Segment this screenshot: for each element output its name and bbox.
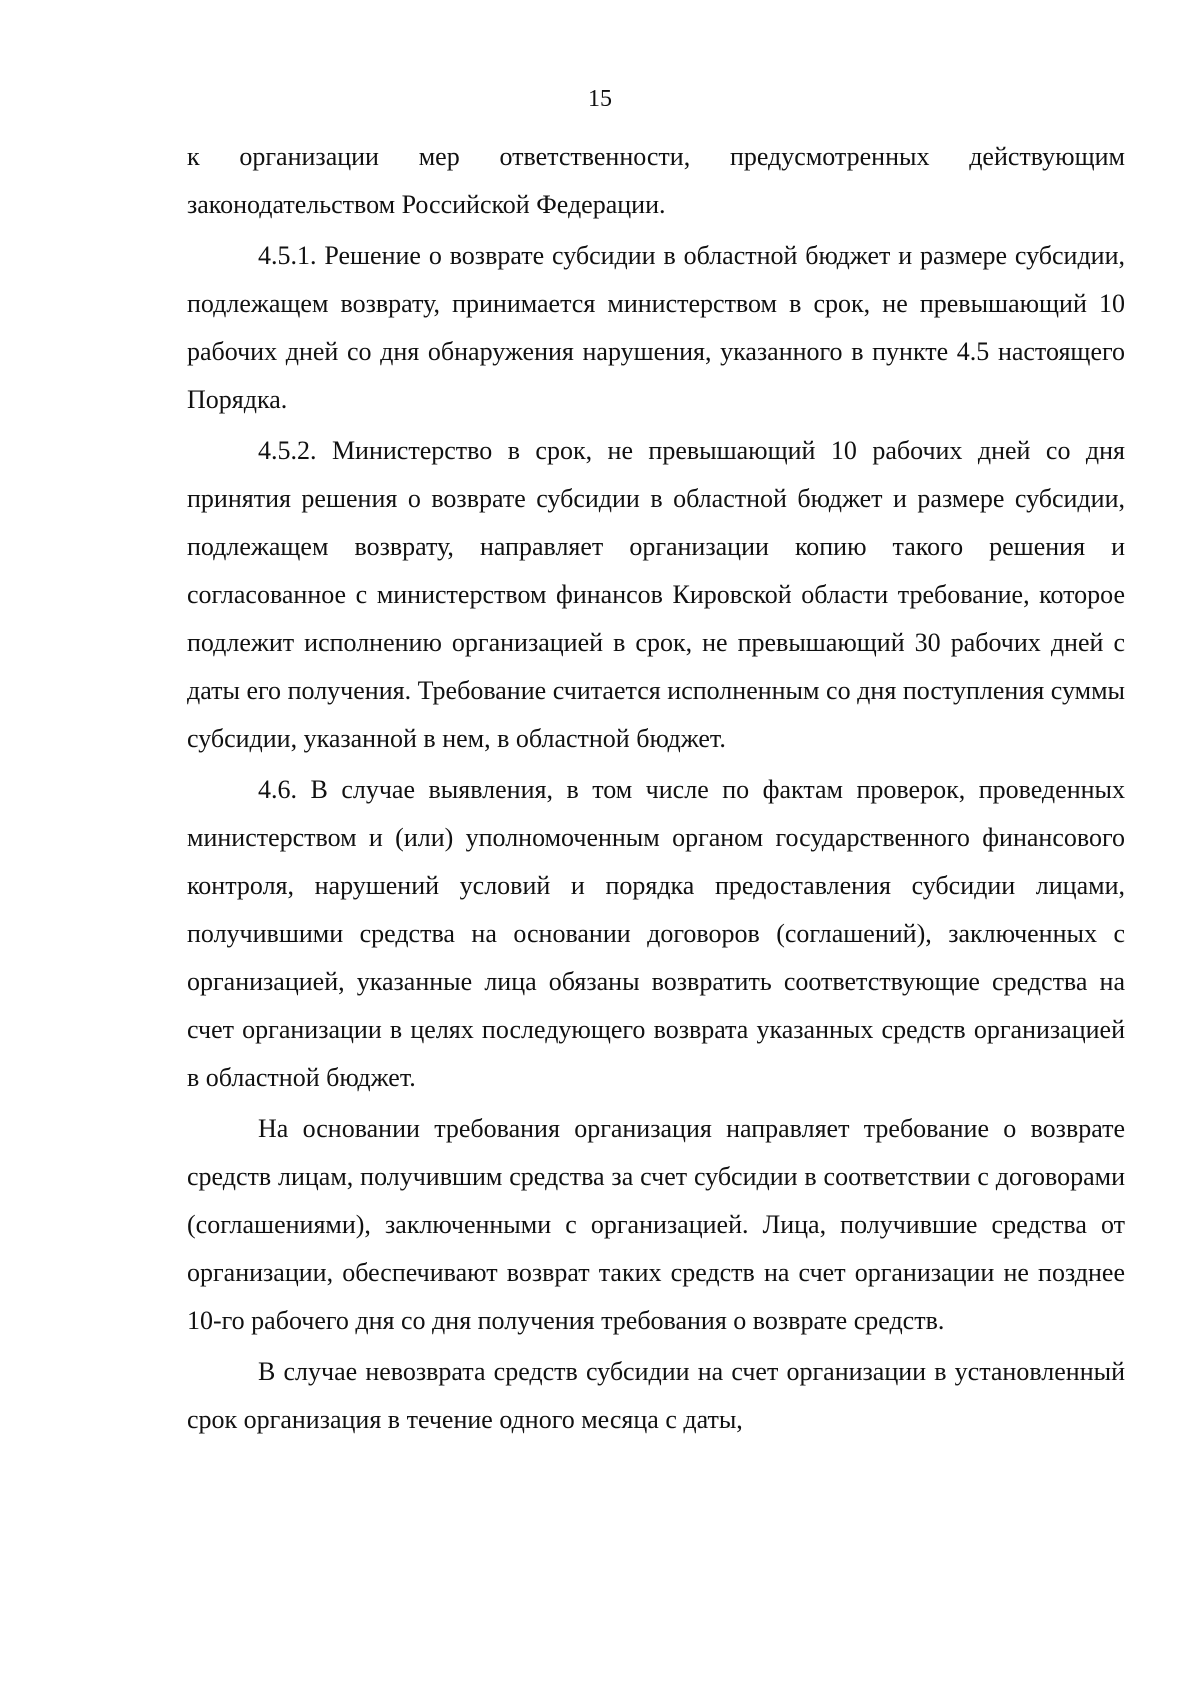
- paragraph-demand-procedure: На основании требования организация направляет требование о возврате средств лицам, получившим средства за счет субсидии в соответствии с договорами (соглашениями), заключенными с организацией. Лица, получившие средства от организации, обеспечивают возврат таких средств на счет организации не позднее 10-го рабочего дня со дня получения требования о возврате средств.: [187, 1114, 1125, 1335]
- paragraph-continuation: к организации мер ответственности, предусмотренных действующим законодательством Российской Федерации.: [187, 142, 1125, 219]
- paragraph-nonreturn: В случае невозврата средств субсидии на счет организации в установленный срок организация в течение одного месяца с даты,: [187, 1357, 1125, 1434]
- paragraph-4-5-2: 4.5.2. Министерство в срок, не превышающий 10 рабочих дней со дня принятия решения о возврате субсидии в областной бюджет и размере субсидии, подлежащем возврату, направляет организации копию такого решения и согласованное с министерством финансов Кировской области требование, которое подлежит исполнению организацией в срок, не превышающий 30 рабочих дней с даты его получения. Требование считается исполненным со дня поступления суммы субсидии, указанной в нем, в областной бюджет.: [187, 436, 1125, 753]
- paragraph-4-6: 4.6. В случае выявления, в том числе по фактам проверок, проведенных министерством и (или) уполномоченным органом государственного финансового контроля, нарушений условий и порядка предоставления субсидии лицами, получившими средства на основании договоров (соглашений), заключенных с организацией, указанные лица обязаны возвратить соответствующие средства на счет организации в целях последующего возврата указанных средств организацией в областной бюджет.: [187, 775, 1125, 1092]
- paragraph-4-5-1: 4.5.1. Решение о возврате субсидии в областной бюджет и размере субсидии, подлежащем возврату, принимается министерством в срок, не превышающий 10 рабочих дней со дня обнаружения нарушения, указанного в пункте 4.5 настоящего Порядка.: [187, 241, 1125, 414]
- page-number: 15: [588, 86, 612, 112]
- document-body: [187, 133, 1125, 1444]
